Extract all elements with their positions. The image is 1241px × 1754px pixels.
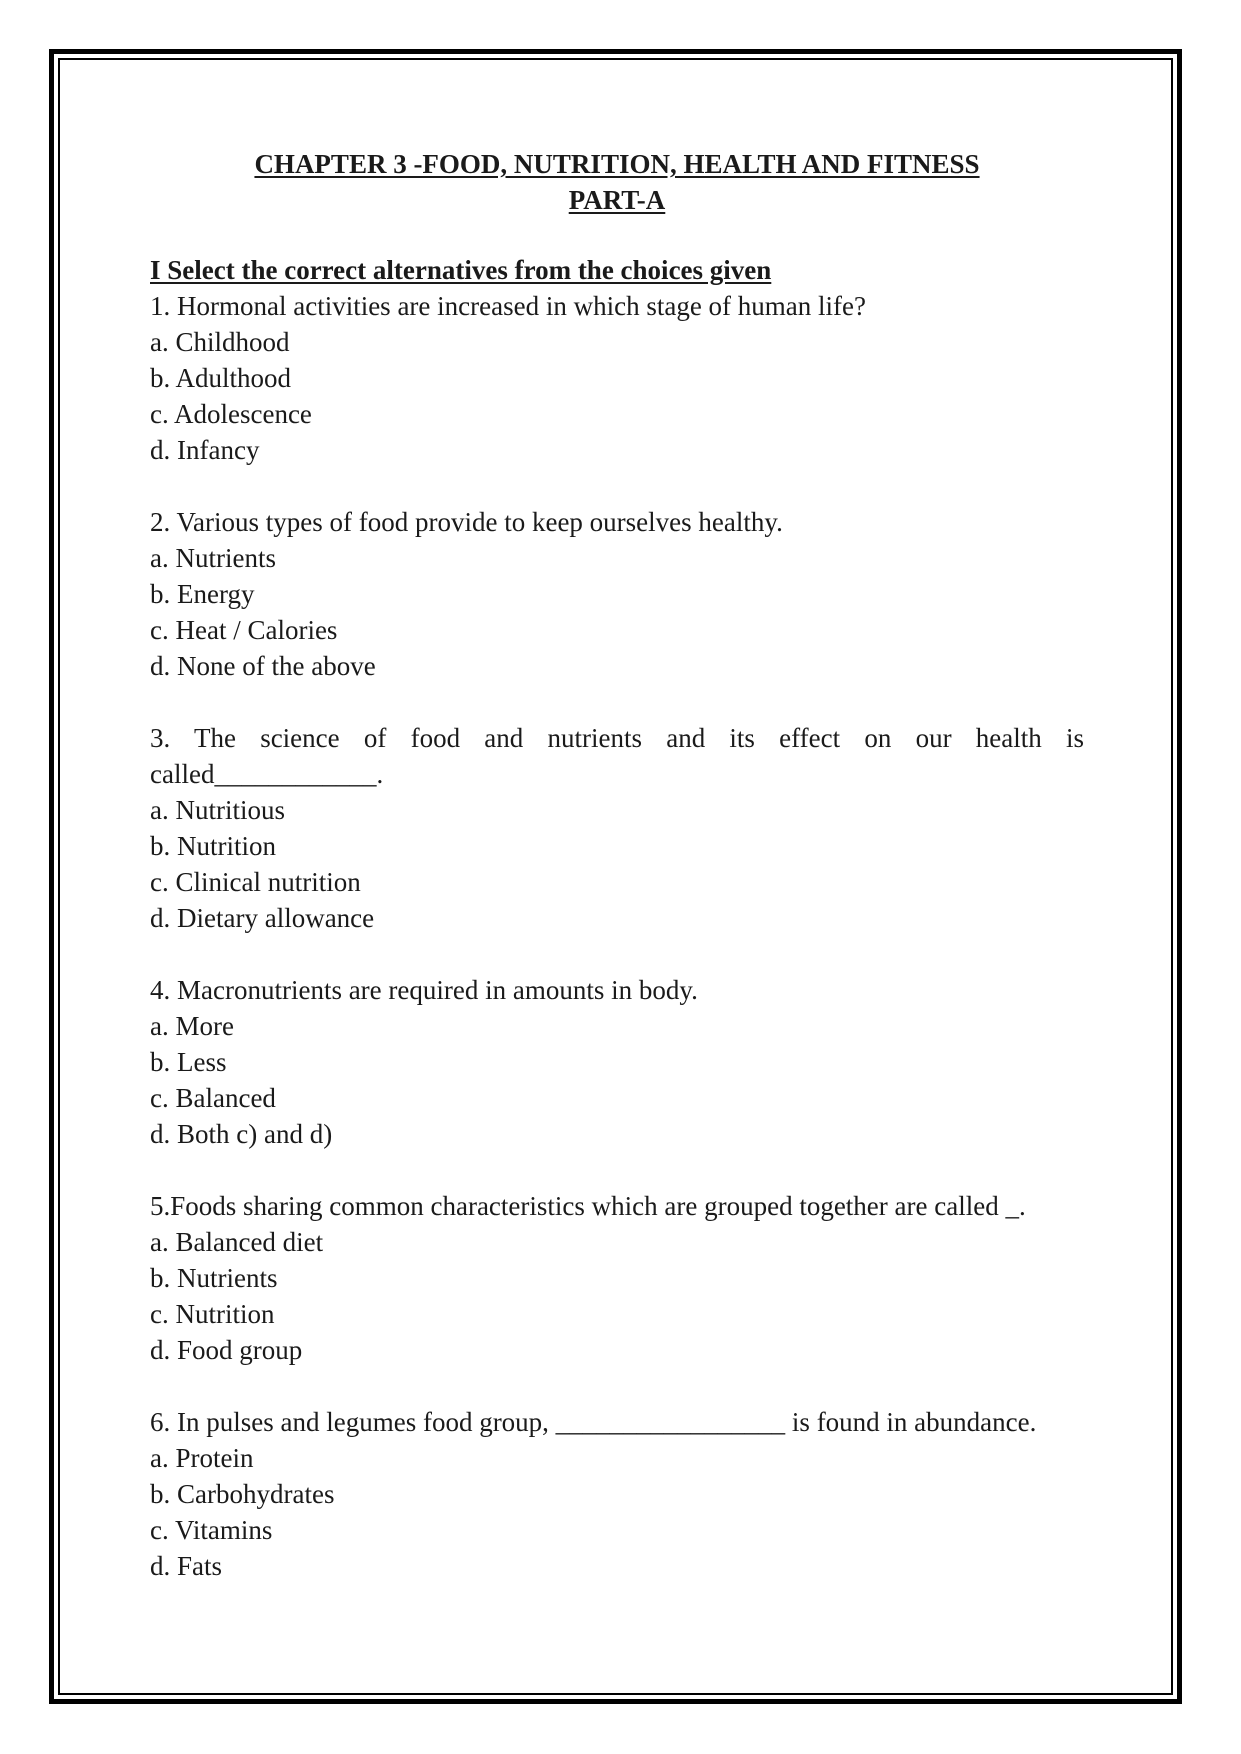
question-6	[150, 1404, 1084, 1584]
option-c: c. Nutrition	[150, 1299, 275, 1329]
question-text: 5.Foods sharing common characteristics which are grouped together are called _.	[150, 1191, 1026, 1221]
option-a: a. Balanced diet	[150, 1227, 324, 1257]
option-d: d. None of the above	[150, 651, 376, 681]
question-text: 4. Macronutrients are required in amounts in body.	[150, 975, 698, 1005]
document-content	[150, 146, 1084, 1584]
question-4	[150, 972, 1084, 1152]
option-d: d. Food group	[150, 1335, 303, 1365]
question-text: 3. The science of food and nutrients and its effect on our health is called____________.	[150, 723, 1084, 789]
option-b: b. Energy	[150, 579, 255, 609]
option-d: d. Both c) and d)	[150, 1119, 333, 1149]
question-3	[150, 720, 1084, 936]
option-b: b. Nutrients	[150, 1263, 278, 1293]
question-text: 6. In pulses and legumes food group, _________________ is found in abundance.	[150, 1407, 1037, 1437]
question-text: 1. Hormonal activities are increased in which stage of human life?	[150, 291, 866, 321]
option-c: c. Heat / Calories	[150, 615, 338, 645]
part-title: PART-A	[568, 185, 666, 215]
option-a: a. More	[150, 1011, 234, 1041]
option-a: a. Nutrients	[150, 543, 276, 573]
chapter-title: CHAPTER 3 -FOOD, NUTRITION, HEALTH AND FITNESS	[254, 149, 980, 179]
option-b: b. Adulthood	[150, 363, 292, 393]
section-heading: I Select the correct alternatives from the choices given	[150, 255, 772, 285]
option-a: a. Nutritious	[150, 795, 285, 825]
option-b: b. Carbohydrates	[150, 1479, 335, 1509]
option-d: d. Fats	[150, 1551, 223, 1581]
option-c: c. Clinical nutrition	[150, 867, 361, 897]
option-a: a. Childhood	[150, 327, 290, 357]
question-list	[150, 288, 1084, 1584]
option-d: d. Infancy	[150, 435, 260, 465]
option-d: d. Dietary allowance	[150, 903, 375, 933]
question-2	[150, 504, 1084, 684]
question-1	[150, 288, 1084, 468]
option-a: a. Protein	[150, 1443, 254, 1473]
option-b: b. Nutrition	[150, 831, 276, 861]
question-text: 2. Various types of food provide to keep ourselves healthy.	[150, 507, 783, 537]
option-c: c. Adolescence	[150, 399, 312, 429]
option-c: c. Vitamins	[150, 1515, 273, 1545]
option-c: c. Balanced	[150, 1083, 276, 1113]
option-b: b. Less	[150, 1047, 227, 1077]
question-5	[150, 1188, 1084, 1368]
